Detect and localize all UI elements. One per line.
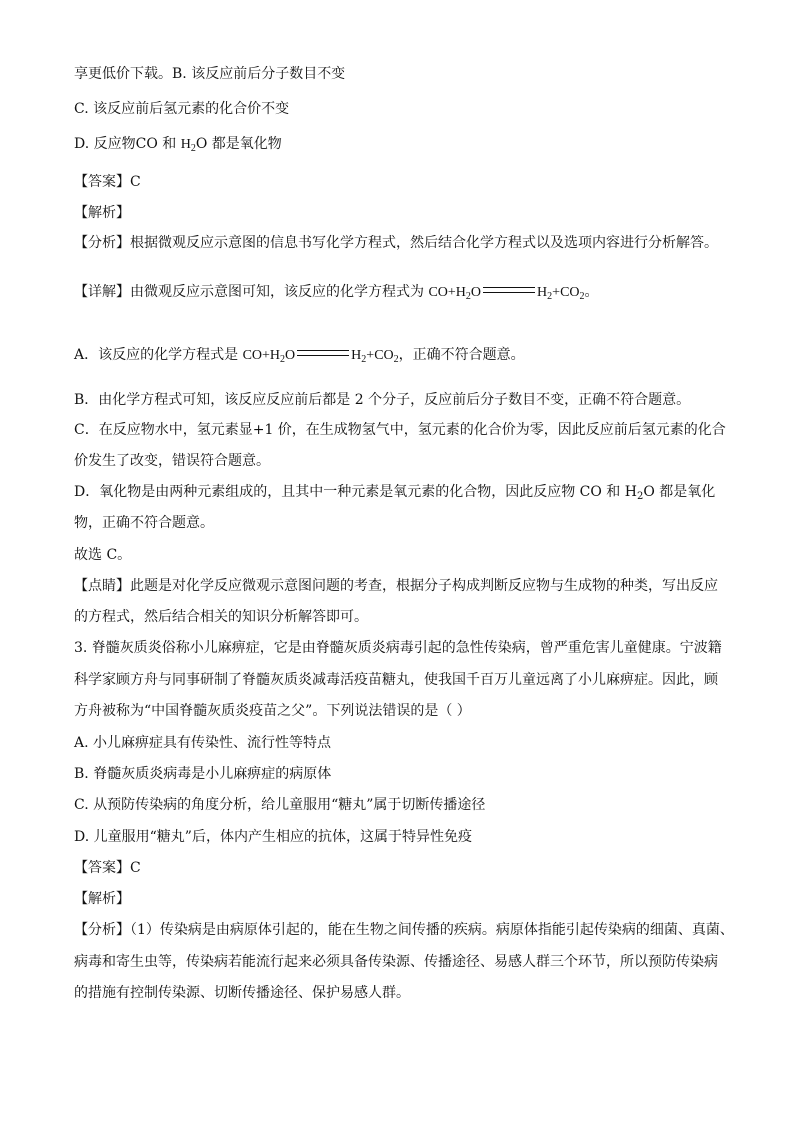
answer-label [74, 172, 141, 192]
formula-part: CO+H [428, 285, 466, 300]
text-line [74, 99, 289, 119]
formula-part: +CO [366, 348, 394, 363]
equals-bars [483, 287, 535, 293]
analysis-label: 【解析】 [74, 891, 130, 907]
option-b [74, 764, 331, 784]
analysis-label: 【解析】 [74, 205, 130, 221]
text-segment: 的措施有控制传染源、切断传播途径、保护易感人群。 [74, 985, 410, 1001]
text-segment: B．由化学方程式可知，该反应反应前后都是 2 个分子，反应前后分子数目不变，正确不符合题意。 [74, 392, 691, 408]
catalyst-arrow [483, 280, 535, 296]
formula-part: H [537, 285, 548, 300]
formula-part: H [180, 137, 191, 152]
text-line [74, 920, 734, 940]
option-a [74, 733, 331, 753]
subscript: 2 [190, 143, 196, 154]
subscript: 2 [465, 291, 471, 302]
text-segment: 【答案】C [74, 174, 141, 190]
text-segment: 病毒和寄生虫等，传染病若能流行起来必须具备传染源、传播途径、易感人群三个环节，所以预防传染病 [74, 954, 718, 970]
text-segment: 【分析】根据微观反应示意图的信息书写化学方程式，然后结合化学方程式以及选项内容进行分析解答。 [74, 235, 718, 251]
text-line [74, 134, 282, 155]
text-line [74, 513, 214, 533]
subscript: 2 [636, 491, 644, 502]
text-segment: 解析 [88, 891, 116, 907]
text-line [74, 390, 690, 410]
text-line [74, 451, 270, 471]
chemical-equation [243, 348, 399, 363]
text-line [74, 952, 718, 972]
text-segment: 故选 C。 [74, 547, 132, 563]
text-line [74, 983, 410, 1003]
text-segment: D．氧化物是由两种元素组成的，且其中一种元素是氧元素的化合物，因此反应物 CO 和 H [74, 484, 637, 500]
question-text [74, 670, 718, 690]
text-segment: O 都是氧化物 [195, 136, 282, 152]
text-segment: 【分析】（1）传染病是由病原体引起的，能在生物之间传播的疾病。病原体指能引起传染病的细菌、真菌、 [74, 922, 734, 938]
equation-line [74, 343, 525, 366]
text-segment: C. 从预防传染病的角度分析，给儿童服用“糖丸”属于切断传播途径 [74, 797, 486, 813]
formula-part: O [470, 285, 482, 300]
option-c [74, 795, 485, 815]
subscript: 2 [393, 354, 399, 365]
question-text [74, 638, 722, 658]
text-segment: A. 小儿麻痹症具有传染性、流行性等特点 [74, 735, 332, 751]
subscript: 2 [280, 354, 286, 365]
text-segment: 。 [584, 284, 599, 300]
text-line [74, 576, 718, 596]
text-line [74, 545, 131, 565]
option-d [74, 827, 472, 847]
text-segment: 3. 脊髓灰质炎俗称小儿麻痹症，它是由脊髓灰质炎病毒引起的急性传染病，曾严重危害儿童健康。宁波籍 [74, 640, 722, 656]
text-segment: B. 脊髓灰质炎病毒是小儿麻痹症的病原体 [74, 766, 332, 782]
question-text [74, 701, 471, 721]
text-segment: 享更低价下载。B. 该反应前后分子数目不变 [74, 66, 346, 82]
text-line [74, 64, 345, 84]
text-line [74, 607, 368, 627]
text-segment: A．该反应的化学方程式是 [74, 347, 239, 363]
text-segment: 价发生了改变，错误符合题意。 [74, 453, 270, 469]
text-segment: 解析 [88, 205, 116, 221]
answer-label [74, 858, 141, 878]
subscript: 2 [579, 291, 585, 302]
text-line [74, 482, 715, 502]
text-segment: C. 该反应前后氢元素的化合价不变 [74, 101, 290, 117]
formula-part: O [285, 348, 296, 363]
subscript: 2 [361, 354, 367, 365]
formula-part: +CO [552, 285, 580, 300]
catalyst-arrow [297, 343, 349, 359]
text-line [74, 420, 726, 440]
chemical-equation [428, 285, 584, 300]
text-segment: D. 儿童服用“糖丸”后，体内产生相应的抗体，这属于特异性免疫 [74, 829, 472, 845]
subscript: 2 [547, 291, 553, 302]
text-line [74, 233, 718, 253]
text-segment: 物，正确不符合题意。 [74, 515, 214, 531]
equals-bars [297, 350, 349, 356]
text-segment: 【详解】由微观反应示意图可知，该反应的化学方程式为 [74, 284, 424, 300]
text-segment: ，正确不符合题意。 [398, 347, 525, 363]
text-segment: 的方程式，然后结合相关的知识分析解答即可。 [74, 609, 368, 625]
formula-h2o [181, 137, 196, 152]
text-segment: 科学家顾方舟与同事研制了脊髓灰质炎减毒活疫苗糖丸，使我国千百万儿童远离了小儿麻痹症。因此，顾 [74, 672, 718, 688]
text-segment: 【点睛】此题是对化学反应微观示意图问题的考查，根据分子构成判断反应物与生成物的种类，写出反应 [74, 578, 718, 594]
text-segment: O 都是氧化 [643, 484, 716, 500]
equation-line [74, 280, 599, 303]
text-segment: C．在反应物水中，氢元素显+1 价，在生成物氢气中，氢元素的化合价为零，因此反应前后氢元素的化合 [74, 422, 726, 438]
text-segment: 方舟被称为“中国脊髓灰质炎疫苗之父”。下列说法错误的是（ ） [74, 703, 471, 719]
formula-part: CO+H [242, 348, 281, 363]
text-segment: 【答案】C [74, 860, 141, 876]
text-segment: D. 反应物CO 和 [74, 136, 177, 152]
formula-part: H [351, 348, 362, 363]
